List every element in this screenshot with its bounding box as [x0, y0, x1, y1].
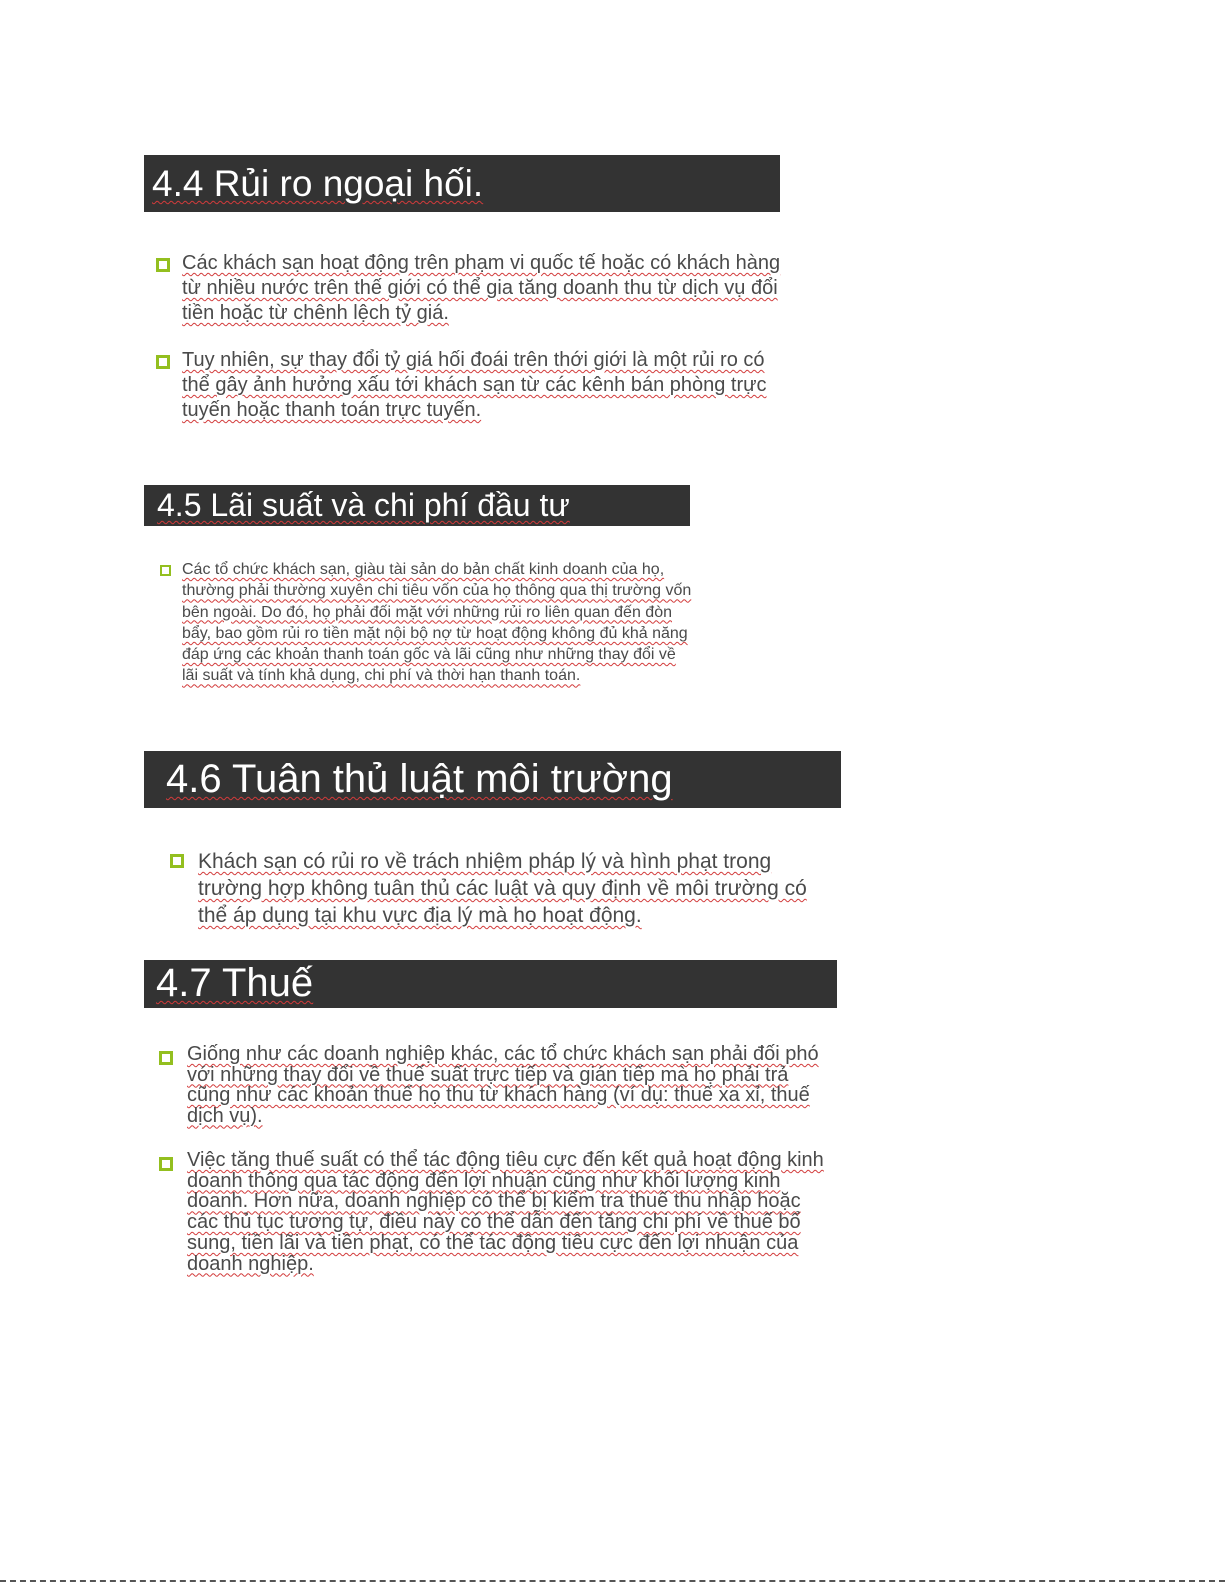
section-heading-4-6: [144, 751, 841, 808]
section-heading-text: 4.7 Thuế: [156, 961, 314, 1005]
bullet-text: [187, 1150, 827, 1274]
bullet-paragraph: Các tổ chức khách sạn, giàu tài sản do bản chất kinh doanh của họ, thường phải thường xuyên chi tiêu vốn của họ thông qua thị trường vốn bên ngoài. Do đó, họ phải đối mặt với những rủi ro liên quan đến đòn bẩy, bao gồm rủi ro tiền mặt nội bộ nợ từ hoạt động không đủ khả năng đáp ứng các khoản thanh toán gốc và lãi cũng như những thay đổi về lãi suất và tính khả dụng, chi phí và thời hạn thanh toán.: [182, 561, 692, 685]
section-heading-text: 4.6 Tuân thủ luật môi trường: [166, 757, 673, 801]
hollow-square-bullet-icon: [159, 1051, 173, 1065]
section-heading-4-4: [144, 155, 780, 212]
bullet-paragraph: Tuy nhiên, sự thay đổi tỷ giá hối đoái trên thới giới là một rủi ro có thể gây ảnh hưởng xấu tới khách sạn từ các kênh bán phòng trực tuyến hoặc thanh toán trực tuyến.: [182, 349, 767, 421]
bullet-text: [182, 251, 782, 326]
bullet-paragraph: Việc tăng thuế suất có thể tác động tiêu cực đến kết quả hoạt động kinh doanh thông qua tác động đến lợi nhuận cũng như khối lượng kinh doanh. Hơn nữa, doanh nghiệp có thể bị kiểm tra thuế thu nhập hoặc các thủ tục tương tự, điều này có thể dẫn đến tăng chi phí về thuế bổ sung, tiền lãi và tiền phạt, có thể tác động tiêu cực đến lợi nhuận của doanh nghiệp.: [187, 1149, 824, 1275]
bullet-text: [198, 848, 828, 929]
section-heading-text: 4.4 Rủi ro ngoại hối.: [152, 163, 484, 204]
page-bottom-border: [0, 1580, 1225, 1582]
hollow-square-bullet-icon: [156, 258, 170, 272]
section-heading-text: 4.5 Lãi suất và chi phí đầu tư: [157, 487, 570, 523]
hollow-square-bullet-icon: [170, 854, 184, 868]
bullet-paragraph: Các khách sạn hoạt động trên phạm vi quốc tế hoặc có khách hàng từ nhiều nước trên thế giới có thể gia tăng doanh thu từ dịch vụ đổi tiền hoặc từ chênh lệch tỷ giá.: [182, 252, 781, 324]
bullet-paragraph: Khách sạn có rủi ro về trách nhiệm pháp lý và hình phạt trong trường hợp không tuân thủ các luật và quy định về môi trường có thể áp dụng tại khu vực địa lý mà họ hoạt động.: [198, 850, 807, 927]
bullet-text: [182, 348, 782, 423]
section-heading-4-5: [144, 485, 690, 526]
section-heading-4-7: [144, 960, 837, 1008]
hollow-square-bullet-icon: [159, 1157, 173, 1171]
hollow-square-bullet-icon: [160, 565, 171, 576]
bullet-paragraph: Giống như các doanh nghiệp khác, các tổ chức khách sạn phải đối phó với những thay đổi về thuế suất trực tiếp và gián tiếp mà họ phải trả cũng như các khoản thuế họ thu từ khách hàng (ví dụ: thuế xa xỉ, thuế dịch vụ).: [187, 1043, 819, 1127]
bullet-text: [182, 559, 692, 687]
hollow-square-bullet-icon: [156, 355, 170, 369]
bullet-text: [187, 1044, 827, 1126]
